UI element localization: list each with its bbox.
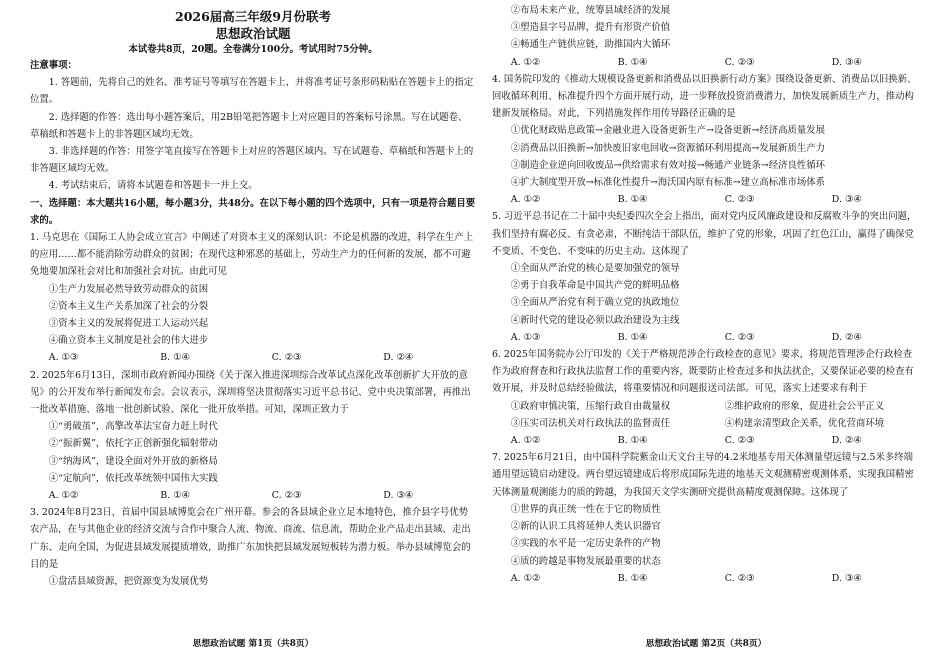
- option-c: C. ②③: [271, 352, 302, 364]
- option-b: B. ①④: [617, 56, 648, 68]
- choice-item: ④构建亲清型政企关系，优化营商环境: [724, 417, 885, 429]
- right-page: [492, 0, 920, 659]
- choice-item: ③资本主义的发展将促进工人运动兴起: [48, 318, 209, 330]
- option-c: C. ②③: [724, 435, 755, 447]
- choice-item: ①政府审慎决策，压缩行政自由裁量权: [510, 400, 671, 412]
- choice-item: ①盘活县域资源，把资源变为发展优势: [48, 576, 209, 588]
- option-b: B. ①④: [160, 490, 190, 502]
- choice-item: ①世界的真正统一性在于它的物质性: [510, 503, 661, 515]
- option-d: D. ②④: [831, 435, 862, 447]
- choice-item: ③塑造县字号品牌，提升有形资产价值: [510, 22, 671, 34]
- choice-item: ①“勇破茧”，高擎改革法宝奋力赶上时代: [48, 421, 218, 433]
- notice-item: 4. 考试结束后，请将本试题卷和答题卡一并上交。: [48, 180, 258, 192]
- question-4-options: [492, 191, 920, 208]
- question-7-options: [492, 570, 920, 587]
- question-5-options: [492, 329, 920, 346]
- option-a: A. ①②: [48, 490, 79, 502]
- question-6-items: [492, 398, 920, 432]
- choice-item: ①生产力发展必然导致劳动群众的贫困: [48, 283, 209, 295]
- option-d: D. ②④: [831, 331, 862, 343]
- option-b: B. ①④: [160, 352, 190, 364]
- page-footer: 思想政治试题 第1页（共8页）: [192, 638, 314, 649]
- option-b: B. ①④: [617, 331, 648, 343]
- left-page: [30, 0, 476, 659]
- exam-meta: 本试卷共8页，20题。全卷满分100分。考试用时75分钟。: [128, 44, 378, 55]
- question-6-stem: 6. 2025年国务院办公厅印发的《关于严格规范涉企行政检查的意见》要求，将规范管理涉企行政检查作为政府督查和行政执法监督工作的重要内容，既要防止检查过多和执法扰企，又要保证必要的检查有效开展，并及时总结经验做法，将重要情况和问题报送司法部。可见，落实上述要求有利于: [492, 349, 914, 395]
- choice-item: ③实践的水平是一定历史条件的产物: [510, 538, 661, 550]
- option-a: A. ①②: [510, 194, 541, 206]
- option-b: B. ①④: [617, 194, 648, 206]
- question-1-options: [30, 349, 476, 366]
- question-2-options: [30, 487, 476, 504]
- question-2-stem: 2. 2025年6月13日，深圳市政府新闻办围绕《关于深入推进深圳综合改革试点深化改革创新扩大开放的意见》的公开发布举行新闻发布会。会议表示，深圳将坚决贯彻落实习近平总书记、党中央决策部署，再推出一批改革措施、落地一批创新试验、深化一批开放举措。可知，深圳正致力于: [30, 369, 471, 416]
- option-d: D. ③④: [831, 194, 862, 206]
- option-c: C. ②③: [724, 194, 755, 206]
- option-a: A. ①②: [510, 56, 541, 68]
- choice-item: ②勇于自我革命是中国共产党的鲜明品格: [510, 280, 680, 292]
- option-a: A. ①③: [510, 331, 541, 343]
- notice-item: 1. 答题前，先将自己的姓名、准考证号等填写在答题卡上，并将准考证号条形码粘贴在答题卡上的指定位置。: [30, 77, 474, 106]
- option-d: D. ②④: [383, 352, 414, 364]
- question-3-options: [492, 54, 920, 71]
- question-6-options: [492, 432, 920, 449]
- exam-subject: 思想政治试题: [215, 26, 291, 41]
- choice-item: ②资本主义生产关系加深了社会的分裂: [48, 300, 209, 312]
- choice-item: ④“定航向”，依托改革统领中国伟大实践: [48, 472, 218, 484]
- choice-item: ③“纳海风”，建设全面对外开放的新格局: [48, 455, 218, 467]
- choice-item: ④质的跨越是事物发展最重要的状态: [510, 555, 661, 567]
- choice-item: ③全面从严治党有利于确立党的执政地位: [510, 297, 680, 309]
- question-7-stem: 7. 2025年6月21日，由中国科学院紫金山天文台主导的4.2米地基专用天体测量望远镜与2.5米多终端通用望远镜启动建设。两台望远镜建成后将形成国际先进的地基天文观测精密观测体系，实现我国精密天体测量观测能力的质的跨越，为我国天文学实测研究提供高精度观测保障。这体现了: [492, 452, 914, 498]
- choice-item: ①优化财政贴息政策→金融业进入设备更新生产→设备更新→经济高质量发展: [510, 125, 825, 137]
- choice-item: ③制造企业逆向回收废品→供给需求有效对接→畅通产业链条→经济良性循环: [510, 159, 825, 171]
- option-c: C. ②③: [724, 331, 755, 343]
- page-footer: 思想政治试题 第2页（共8页）: [645, 638, 767, 649]
- option-c: C. ②③: [271, 490, 302, 502]
- question-1-stem: 1. 马克思在《国际工人协会成立宣言》中阐述了对资本主义的深刻认识：不论是机器的改进，科学在生产上的应用……都不能消除劳动群众的贫困；在现代这种邪恶的基础上，劳动生产力的任何新的发展，都不可避免地要加深社会对比和加强社会对抗。由此可见: [30, 232, 474, 278]
- choice-item: ④新时代党的建设必须以政治建设为主线: [510, 314, 680, 326]
- choice-item: ②维护政府的形象，促进社会公平正义: [724, 400, 885, 412]
- question-5-stem: 5. 习近平总书记在二十届中央纪委四次全会上指出，面对党内反风廉政建设和反腐败斗争的突出问题，我们坚持有腐必反、有贪必肃，不断纯洁干部队伍，维护了党的形象，巩固了红色江山，赢得了确保党不变质、不变色、不变味的历史主动。这体现了: [492, 211, 917, 257]
- choice-item: ②新的认识工具将延伸人类认识器官: [510, 521, 661, 533]
- option-a: A. ①②: [510, 435, 541, 447]
- option-b: B. ①④: [617, 572, 648, 584]
- choice-item: ②“振新翼”，依托字正创新强化辐射带动: [48, 438, 218, 450]
- question-3-stem: 3. 2024年8月23日，首届中国县域博览会在广州开幕。参会的各县域企业立足本地特色，推介县字号优势农产品，在与其他企业的经济交流与合作中聚合人流、物流、商流、信息流，帮助企业产品走出县域、走出广东、走向全国，为促进县域发展提质增效，助推广东加快把县域发展短板转为潜力板。举办县域博览会的目的是: [30, 507, 471, 570]
- option-d: D. ③④: [831, 56, 862, 68]
- notice-item: 2. 选择题的作答：选出每小题答案后，用2B铅笔把答题卡上对应题目的答案标号涂黑。写在试题卷、草稿纸和答题卡上的非答题区域均无效。: [30, 111, 468, 140]
- option-c: C. ②③: [724, 572, 755, 584]
- notice-item: 3. 非选择题的作答：用签字笔直接写在答题卡上对应的答题区域内。写在试题卷、草稿纸和答题卡上的非答题区域均无效。: [30, 146, 474, 175]
- choice-item: ①全面从严治党的核心是要加强党的领导: [510, 263, 680, 275]
- choice-item: ②布局未来产业，统筹县域经济的发展: [510, 5, 671, 16]
- choice-item: ②消费品以旧换新→加快废旧家电回收→资源循环利用提高→发展新质生产力: [510, 142, 825, 154]
- choice-item: ④扩大制度型开放→标准化性提升→海沃国内原有标准→建立高标准市场体系: [510, 177, 825, 189]
- section-heading: 一、选择题：本大题共16小题，每小题3分，共48分。在以下每小题的四个选项中，只有一项是符合题目要求的。: [30, 197, 476, 226]
- exam-title: 2026届高三年级9月份联考: [175, 9, 331, 24]
- notice-heading: 注意事项：: [30, 60, 77, 71]
- question-4-stem: 4. 国务院印发的《推动大规模设备更新和消费品以旧换新行动方案》围绕设备更新、消费品以旧换新、回收循环利用、标准提升四个方面开展行动，进一步释放投资消费潜力，加快发展新质生产力，推动构建新发展格局。对此，下列措施发挥作用传导路径正确的是: [492, 73, 917, 120]
- option-b: B. ①④: [617, 435, 648, 447]
- option-a: A. ①②: [510, 572, 541, 584]
- option-c: C. ②③: [724, 56, 755, 68]
- option-d: D. ③④: [383, 490, 414, 502]
- option-a: A. ①③: [48, 352, 79, 364]
- choice-item: ④畅通生产链供应链，助推国内大循环: [510, 39, 671, 51]
- option-d: D. ③④: [831, 572, 862, 584]
- choice-item: ④确立资本主义制度是社会的伟大进步: [48, 335, 209, 347]
- choice-item: ③压实司法机关对行政执法的监督责任: [510, 417, 671, 429]
